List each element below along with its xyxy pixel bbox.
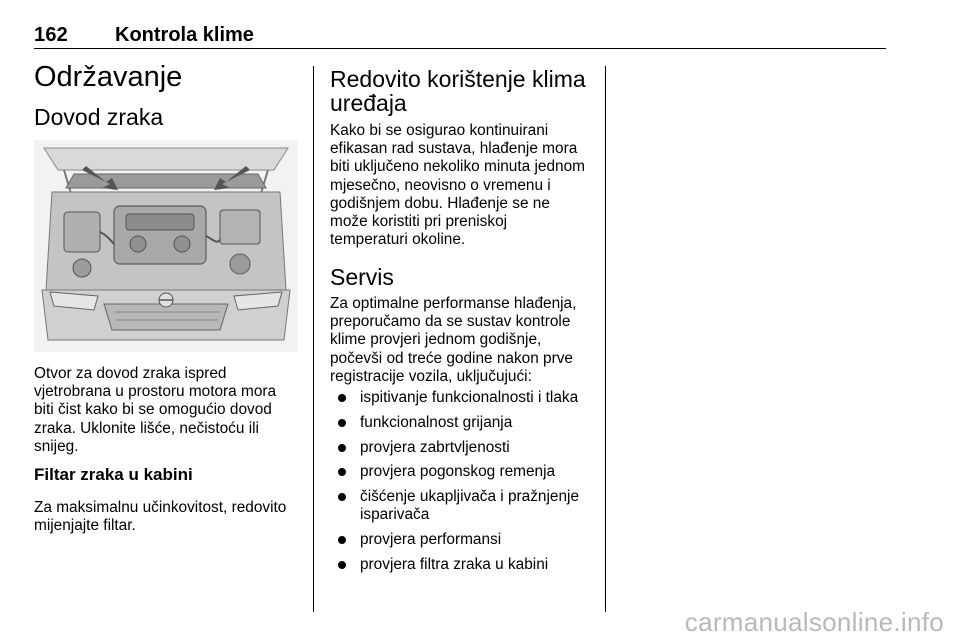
subsection-title: Dovod zraka: [34, 104, 164, 130]
list-item-text: provjera pogonskog remenja: [360, 463, 556, 481]
engine-bay-drawing: [34, 140, 298, 352]
list-item-text: provjera filtra zraka u kabini: [360, 555, 549, 573]
list-item: [330, 531, 602, 549]
engine-bay-illustration: [34, 140, 298, 352]
bullet-dot: [338, 419, 346, 427]
column-divider-left: [313, 66, 314, 612]
bullet-dot: [338, 468, 346, 476]
bullet-dot: [338, 561, 346, 569]
list-item: [330, 414, 602, 432]
service-text: Za optimalne performanse hlađenja, preporučamo da se sustav kontrole klime provjeri jednom godišnje, počevši od treće godine nakon prve registracije vozila, uključujući:: [330, 295, 577, 385]
section-title: Održavanje: [34, 61, 183, 93]
usage-text: Kako bi se osigurao kontinuirani efikasan rad sustava, hlađenje mora biti uključeno nekoliko minuta jednom mjesečno, neovisno o vremenu i godišnjem dobu. Hlađenje se ne može koristiti pri preniskoj temperaturi okoline.: [330, 122, 585, 249]
watermark: carmanualsonline.info: [684, 607, 944, 637]
list-item: [330, 389, 602, 407]
usage-heading: Redovito korištenje klima uređaja: [330, 66, 586, 117]
service-checklist: [330, 389, 602, 581]
column-divider-right: [605, 66, 606, 612]
bullet-dot: [338, 536, 346, 544]
bullet-dot: [338, 394, 346, 402]
list-item: [330, 556, 602, 574]
list-item-text: ispitivanje funkcionalnosti i tlaka: [360, 389, 579, 406]
list-item: [330, 463, 602, 481]
bullet-dot: [338, 493, 346, 501]
filter-text: Za maksimalnu učinkovitost, redovito mijenjajte filtar.: [34, 499, 287, 535]
list-item: [330, 439, 602, 457]
header-rule: [34, 48, 886, 49]
service-heading: Servis: [330, 264, 394, 290]
bullet-dot: [338, 444, 346, 452]
list-item-text: čišćenje ukapljivača i pražnjenje isparivača: [360, 488, 580, 524]
figure-caption: Otvor za dovod zraka ispred vjetrobrana u prostoru motora mora biti čist kako bi se omogućio dovod zraka. Uklonite lišće, nečistoću ili snijeg.: [34, 365, 277, 455]
list-item-text: provjera zabrtvljenosti: [360, 438, 510, 456]
list-item: [330, 488, 602, 524]
chapter-title: Kontrola klime: [115, 24, 254, 46]
list-item-text: funkcionalnost grijanja: [360, 413, 513, 431]
filter-heading: Filtar zraka u kabini: [34, 465, 193, 484]
list-item-text: provjera performansi: [360, 531, 502, 549]
page-number: 162: [34, 24, 68, 46]
